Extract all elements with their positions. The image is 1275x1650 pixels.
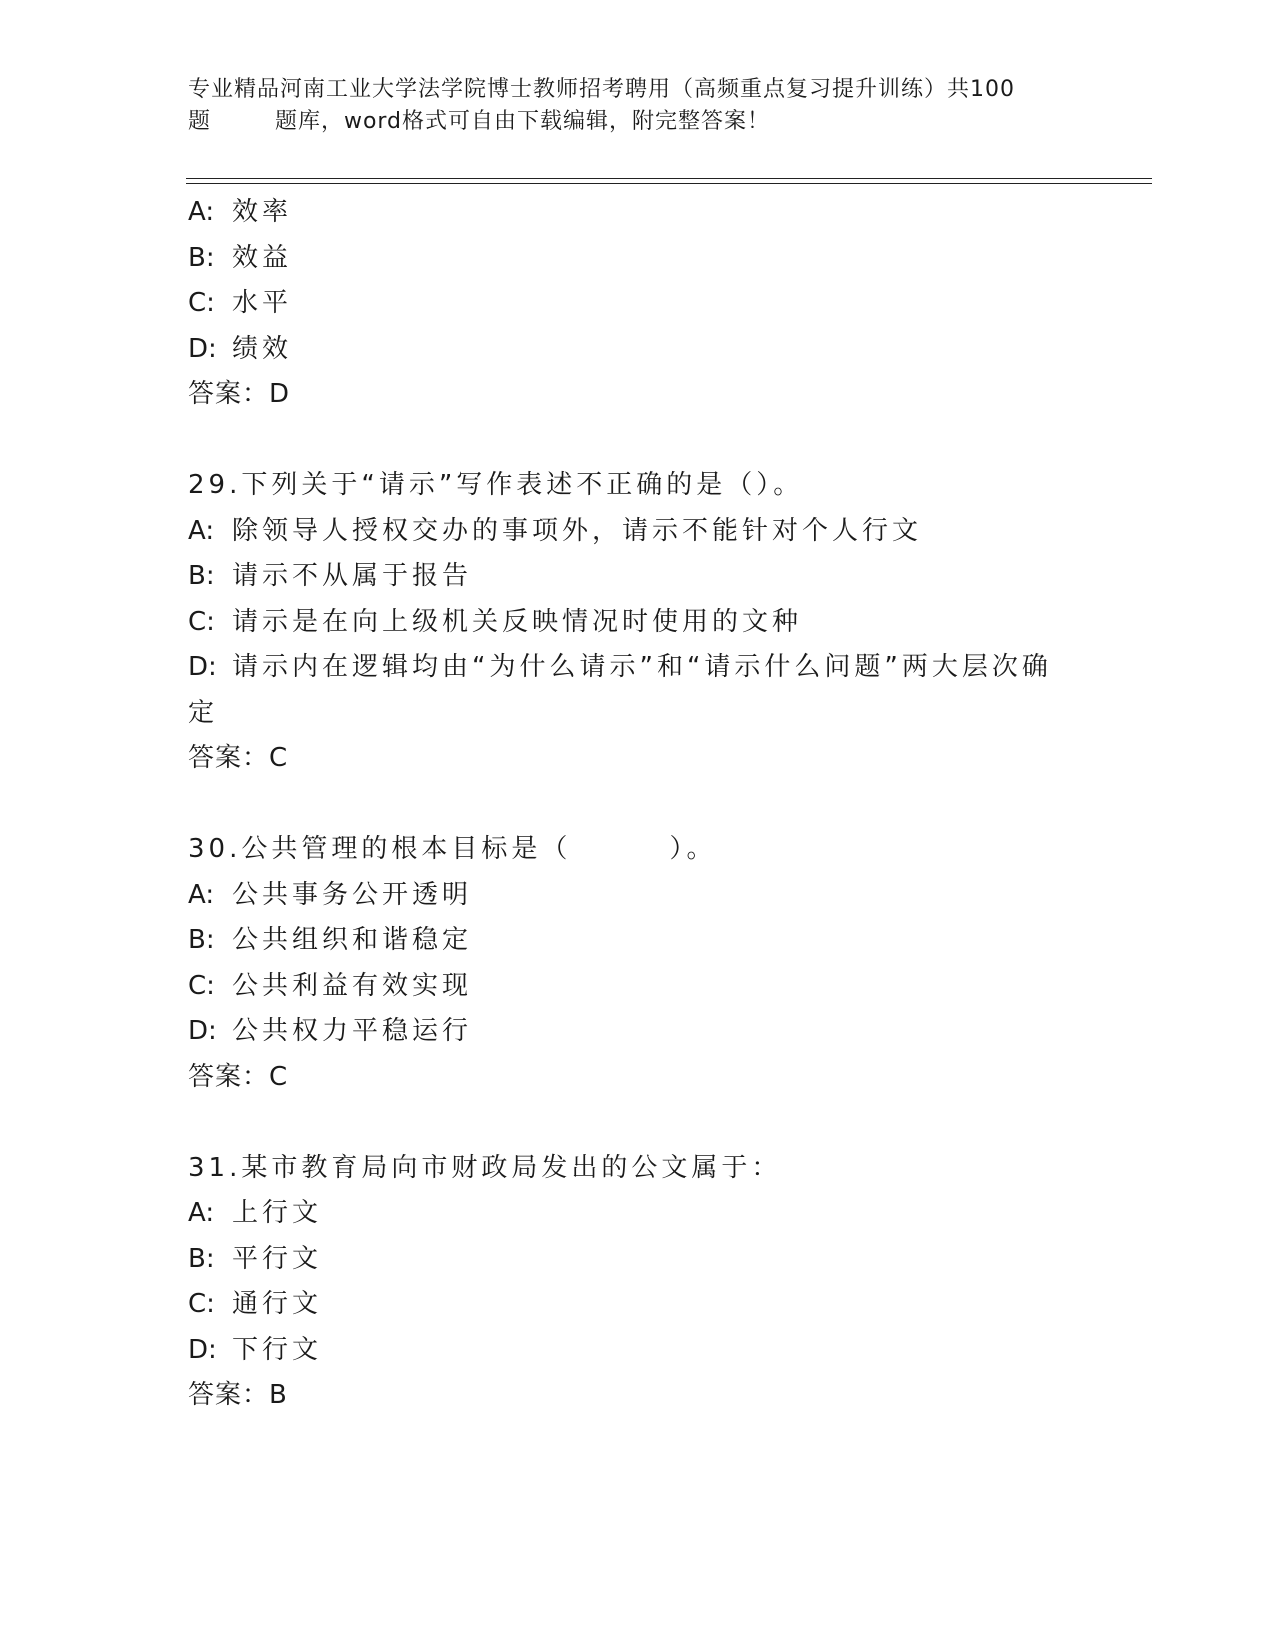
option-d (188, 645, 1088, 736)
option-text: 上行文 (232, 1198, 323, 1228)
option-a (188, 509, 1088, 555)
option-d (188, 327, 1088, 373)
option-letter: D: (188, 1016, 217, 1046)
option-letter: A: (188, 197, 215, 227)
option-letter: C: (188, 970, 215, 1001)
option-c (188, 600, 1088, 646)
option-text: 公共事务公开透明 (232, 879, 473, 910)
option-b (188, 918, 1088, 964)
answer-line: 答案：C (188, 743, 289, 773)
option-letter: A: (188, 1198, 215, 1228)
question-30 (188, 827, 1088, 1100)
header-divider-bottom (186, 183, 1152, 184)
option-letter: C: (188, 1289, 215, 1319)
option-letter: C: (188, 288, 215, 318)
option-text: 公共利益有效实现 (232, 970, 473, 1001)
option-letter: B: (188, 561, 215, 591)
option-letter: D: (188, 1334, 217, 1365)
option-text: 效率 (232, 197, 293, 227)
option-text: 下行文 (232, 1334, 323, 1365)
option-b (188, 554, 1088, 600)
option-text: 除领导人授权交办的事项外，请示不能针对个人行文 (232, 515, 923, 546)
document-header (188, 74, 1088, 138)
option-text-continuation: 定 (188, 697, 219, 728)
option-d (188, 1328, 1088, 1374)
option-text: 公共组织和谐稳定 (232, 925, 473, 955)
option-d (188, 1009, 1088, 1055)
option-a (188, 1191, 1088, 1237)
option-text: 平行文 (232, 1243, 323, 1274)
option-b (188, 236, 1088, 282)
option-letter: A: (188, 515, 215, 546)
option-letter: D: (188, 333, 217, 364)
option-letter: B: (188, 925, 215, 955)
option-a (188, 190, 1088, 236)
option-letter: B: (188, 1243, 215, 1274)
option-text: 效益 (232, 242, 293, 273)
header-title-line-1: 专业精品河南工业大学法学院博士教师招考聘用（高频重点复习提升训练）共100 (188, 77, 1015, 102)
option-text: 请示不从属于报告 (232, 561, 473, 591)
question-31 (188, 1146, 1088, 1419)
question-title: 30.公共管理的根本目标是（ ）。 (188, 834, 717, 864)
answer-line: 答案：C (188, 1061, 289, 1092)
option-letter: A: (188, 879, 215, 910)
question-29 (188, 463, 1088, 782)
option-text: 绩效 (232, 333, 293, 364)
option-letter: C: (188, 606, 215, 637)
option-text: 水平 (232, 288, 293, 318)
option-text: 通行文 (232, 1289, 323, 1319)
header-title-line-2: 题 题库，word格式可自由下载编辑，附完整答案！ (188, 109, 771, 134)
answer-line: 答案：D (188, 379, 291, 409)
option-letter: B: (188, 242, 215, 273)
header-divider-top (186, 178, 1152, 179)
option-text: 请示内在逻辑均由“为什么请示”和“请示什么问题”两大层次确 (232, 652, 1052, 682)
option-text: 请示是在向上级机关反映情况时使用的文种 (232, 606, 803, 637)
option-b (188, 1237, 1088, 1283)
option-c (188, 281, 1088, 327)
question-list (188, 190, 1088, 1419)
option-letter: D: (188, 652, 217, 682)
answer-line: 答案：B (188, 1380, 288, 1410)
option-c (188, 1282, 1088, 1328)
question-title: 31.某市教育局向市财政局发出的公文属于： (188, 1152, 782, 1183)
option-text: 公共权力平稳运行 (232, 1016, 473, 1046)
option-c (188, 964, 1088, 1010)
question-28-continued (188, 190, 1088, 418)
question-title: 29.下列关于“请示”写作表述不正确的是（）。 (188, 470, 804, 500)
option-a (188, 873, 1088, 919)
